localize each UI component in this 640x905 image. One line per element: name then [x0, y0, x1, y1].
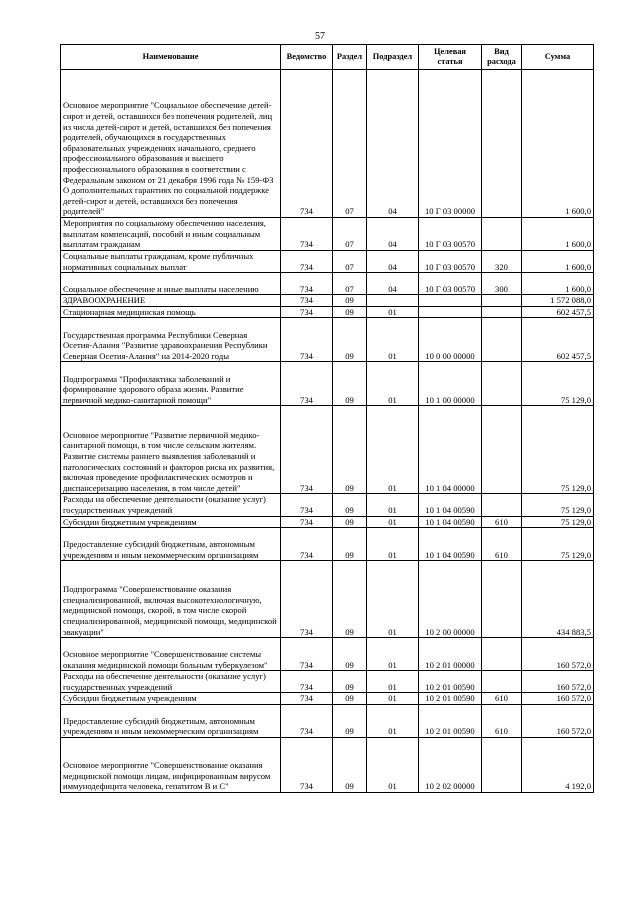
cell-sum: 75 129,0	[522, 516, 594, 528]
table-row	[61, 561, 594, 638]
cell-sum: 75 129,0	[522, 362, 594, 406]
table-row	[61, 528, 594, 561]
cell-section: 09	[333, 737, 367, 792]
cell-dept: 734	[281, 528, 333, 561]
cell-name: Расходы на обеспечение деятельности (оказание услуг) государственных учреждений	[61, 494, 281, 516]
cell-target: 10 Г 03 00570	[419, 251, 482, 273]
cell-subsection: 01	[367, 494, 419, 516]
cell-subsection: 04	[367, 218, 419, 251]
cell-dept: 734	[281, 251, 333, 273]
header-type: Вид расхода	[482, 45, 522, 70]
cell-dept: 734	[281, 318, 333, 362]
cell-target: 10 1 04 00590	[419, 516, 482, 528]
budget-table	[60, 44, 594, 793]
cell-sum: 434 883,5	[522, 561, 594, 638]
cell-name: Стационарная медицинская помощь	[61, 306, 281, 318]
cell-section: 09	[333, 561, 367, 638]
cell-type	[482, 737, 522, 792]
cell-dept: 734	[281, 671, 333, 693]
table-row	[61, 737, 594, 792]
cell-subsection: 01	[367, 516, 419, 528]
table-row	[61, 318, 594, 362]
cell-subsection: 01	[367, 362, 419, 406]
cell-target: 10 2 00 00000	[419, 561, 482, 638]
cell-target: 10 1 00 00000	[419, 362, 482, 406]
cell-type	[482, 295, 522, 307]
cell-target: 10 0 00 00000	[419, 318, 482, 362]
cell-section: 07	[333, 251, 367, 273]
cell-name: Государственная программа Республики Северная Осетия-Алания "Развитие здравоохранения Республики Северная Осетия-Алания" на 2014-2020 годы	[61, 318, 281, 362]
cell-name: Основное мероприятие "Социальное обеспечение детей-сирот и детей, оставшихся без попечения родителей, лиц из числа детей-сирот и детей, оставшихся без попечения родителей, обучающихся в государственных образовательных учреждениях начального, среднего профессионального образования и высшего профессионального образования в соответствии с Федеральным законом от 21 декабря 1996 года № 159-ФЗ О дополнительных гарантиях по социальной поддержке детей-сирот и детей, оставшихся без попечения родителей"	[61, 70, 281, 218]
cell-type	[482, 318, 522, 362]
cell-dept: 734	[281, 70, 333, 218]
page-number: 57	[315, 31, 325, 42]
cell-target: 10 1 04 00590	[419, 494, 482, 516]
cell-target: 10 1 04 00000	[419, 406, 482, 494]
cell-sum: 160 572,0	[522, 693, 594, 705]
cell-sum: 160 572,0	[522, 638, 594, 671]
header-target: Целевая статья	[419, 45, 482, 70]
cell-name: Субсидии бюджетным учреждениям	[61, 516, 281, 528]
cell-name: Основное мероприятие "Развитие первичной медико-санитарной помощи, в том числе сельским жителям. Развитие системы раннего выявления заболеваний и патологических состояний и факторов риска их развития, включая проведение профилактических осмотров и диспансеризацию населения, в том числе детей"	[61, 406, 281, 494]
cell-section: 09	[333, 406, 367, 494]
cell-name: Основное мероприятие "Совершенствование системы оказания медицинской помощи больным туберкулезом"	[61, 638, 281, 671]
cell-section: 07	[333, 273, 367, 295]
cell-dept: 734	[281, 704, 333, 737]
cell-section: 09	[333, 671, 367, 693]
cell-sum: 75 129,0	[522, 528, 594, 561]
cell-type: 610	[482, 528, 522, 561]
cell-sum: 1 572 088,0	[522, 295, 594, 307]
cell-target: 10 2 01 00590	[419, 693, 482, 705]
cell-subsection	[367, 295, 419, 307]
cell-section: 09	[333, 318, 367, 362]
cell-target: 10 Г 03 00000	[419, 70, 482, 218]
cell-name: Основное мероприятие "Совершенствование оказания медицинской помощи лицам, инфицированным вирусом иммунодефицита человека, гепатитом В и С"	[61, 737, 281, 792]
cell-name: Мероприятия по социальному обеспечению населения, выплатам компенсаций, пособий и иным социальным выплатам гражданам	[61, 218, 281, 251]
cell-section: 09	[333, 494, 367, 516]
cell-target: 10 2 01 00590	[419, 671, 482, 693]
cell-section: 07	[333, 218, 367, 251]
cell-type	[482, 494, 522, 516]
cell-subsection: 04	[367, 273, 419, 295]
cell-type: 610	[482, 704, 522, 737]
cell-name: ЗДРАВООХРАНЕНИЕ	[61, 295, 281, 307]
cell-target: 10 2 01 00000	[419, 638, 482, 671]
header-dept: Ведомство	[281, 45, 333, 70]
cell-type	[482, 406, 522, 494]
cell-sum: 1 600,0	[522, 251, 594, 273]
cell-type: 320	[482, 251, 522, 273]
header-sum: Сумма	[522, 45, 594, 70]
cell-type	[482, 70, 522, 218]
cell-target	[419, 295, 482, 307]
cell-subsection: 01	[367, 318, 419, 362]
cell-target: 10 2 02 00000	[419, 737, 482, 792]
cell-subsection: 01	[367, 693, 419, 705]
cell-dept: 734	[281, 516, 333, 528]
cell-name: Подпрограмма "Профилактика заболеваний и формирование здорового образа жизни. Развитие первичной медико-санитарной помощи"	[61, 362, 281, 406]
cell-subsection: 01	[367, 406, 419, 494]
cell-section: 07	[333, 70, 367, 218]
cell-name: Предоставление субсидий бюджетным, автономным учреждениям и иным некоммерческим организациям	[61, 528, 281, 561]
cell-target	[419, 306, 482, 318]
cell-sum: 4 192,0	[522, 737, 594, 792]
cell-subsection: 01	[367, 737, 419, 792]
table-row	[61, 516, 594, 528]
cell-dept: 734	[281, 362, 333, 406]
cell-type	[482, 671, 522, 693]
cell-dept: 734	[281, 737, 333, 792]
cell-type	[482, 638, 522, 671]
cell-name: Предоставление субсидий бюджетным, автономным учреждениям и иным некоммерческим организациям	[61, 704, 281, 737]
cell-type: 610	[482, 693, 522, 705]
cell-sum: 1 600,0	[522, 70, 594, 218]
cell-subsection: 01	[367, 671, 419, 693]
table-row	[61, 218, 594, 251]
cell-dept: 734	[281, 406, 333, 494]
table-row	[61, 671, 594, 693]
cell-dept: 734	[281, 494, 333, 516]
cell-dept: 734	[281, 693, 333, 705]
cell-section: 09	[333, 693, 367, 705]
cell-type	[482, 561, 522, 638]
cell-type	[482, 306, 522, 318]
cell-sum: 75 129,0	[522, 406, 594, 494]
table-row	[61, 406, 594, 494]
cell-name: Субсидии бюджетным учреждениям	[61, 693, 281, 705]
cell-sum: 602 457,5	[522, 306, 594, 318]
cell-type	[482, 362, 522, 406]
cell-type	[482, 218, 522, 251]
cell-target: 10 1 04 00590	[419, 528, 482, 561]
cell-section: 09	[333, 306, 367, 318]
cell-section: 09	[333, 516, 367, 528]
table-row	[61, 306, 594, 318]
cell-name: Социальное обеспечение и иные выплаты населению	[61, 273, 281, 295]
cell-section: 09	[333, 295, 367, 307]
table-row	[61, 704, 594, 737]
cell-subsection: 04	[367, 70, 419, 218]
table-row	[61, 251, 594, 273]
cell-name: Подпрограмма "Совершенствование оказания специализированной, включая высокотехнологичную, медицинской помощи, скорой, в том числе скорой специализированной, медицинской помощи, медицинской эвакуации"	[61, 561, 281, 638]
table-row	[61, 70, 594, 218]
table-header-row	[61, 45, 594, 70]
cell-sum: 602 457,5	[522, 318, 594, 362]
table-row	[61, 273, 594, 295]
cell-section: 09	[333, 528, 367, 561]
cell-name: Расходы на обеспечение деятельности (оказание услуг) государственных учреждений	[61, 671, 281, 693]
cell-type: 300	[482, 273, 522, 295]
cell-subsection: 04	[367, 251, 419, 273]
table-row	[61, 693, 594, 705]
cell-type: 610	[482, 516, 522, 528]
cell-target: 10 Г 03 00570	[419, 273, 482, 295]
cell-section: 09	[333, 704, 367, 737]
cell-dept: 734	[281, 561, 333, 638]
cell-dept: 734	[281, 295, 333, 307]
cell-section: 09	[333, 362, 367, 406]
cell-dept: 734	[281, 273, 333, 295]
cell-subsection: 01	[367, 638, 419, 671]
cell-sum: 75 129,0	[522, 494, 594, 516]
header-section: Раздел	[333, 45, 367, 70]
cell-subsection: 01	[367, 528, 419, 561]
cell-sum: 1 600,0	[522, 273, 594, 295]
cell-target: 10 2 01 00590	[419, 704, 482, 737]
cell-sum: 160 572,0	[522, 704, 594, 737]
cell-subsection: 01	[367, 704, 419, 737]
cell-sum: 160 572,0	[522, 671, 594, 693]
cell-dept: 734	[281, 218, 333, 251]
table-row	[61, 295, 594, 307]
cell-section: 09	[333, 638, 367, 671]
cell-name: Социальные выплаты гражданам, кроме публичных нормативных социальных выплат	[61, 251, 281, 273]
cell-subsection: 01	[367, 306, 419, 318]
cell-sum: 1 600,0	[522, 218, 594, 251]
cell-dept: 734	[281, 638, 333, 671]
table-row	[61, 638, 594, 671]
cell-dept: 734	[281, 306, 333, 318]
header-name: Наименование	[61, 45, 281, 70]
cell-subsection: 01	[367, 561, 419, 638]
table-row	[61, 362, 594, 406]
table-row	[61, 494, 594, 516]
header-subsection: Подраздел	[367, 45, 419, 70]
cell-target: 10 Г 03 00570	[419, 218, 482, 251]
